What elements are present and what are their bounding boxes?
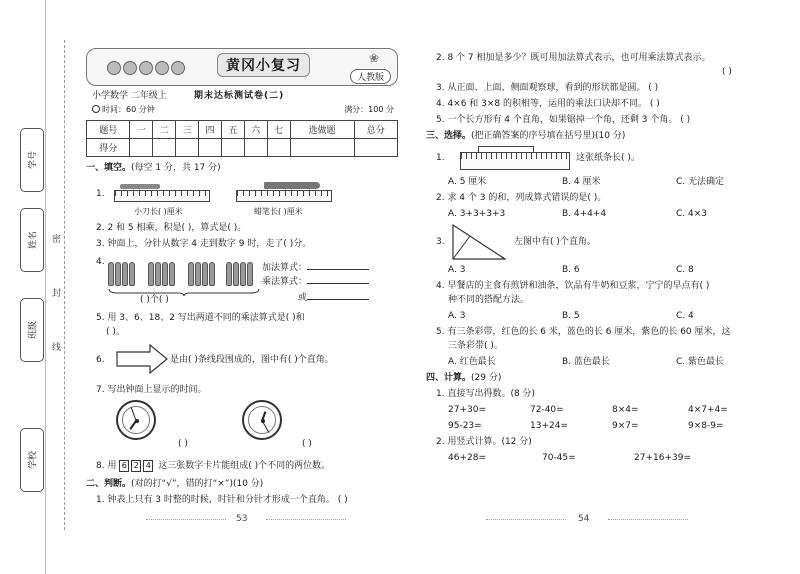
score-cell: 二 bbox=[153, 121, 176, 139]
page-number-right: 54 bbox=[578, 514, 590, 524]
section3-heading bbox=[426, 130, 625, 142]
q7-text: 7. 写出钟面上显示的时间。 bbox=[96, 385, 207, 395]
choice-q4-line1: 4. 早餐店的主食有煎饼和油条，饮品有牛奶和豆浆，宁宁的早点有( ) bbox=[436, 281, 710, 291]
corn-group-icon bbox=[188, 262, 220, 288]
score-input-cell[interactable] bbox=[130, 139, 153, 157]
choice-q3-number: 3. bbox=[436, 237, 445, 247]
q8-line bbox=[96, 460, 330, 472]
brace-icon bbox=[108, 288, 260, 296]
judge-q4: 4. 4×6 和 3×8 的积相等，运用的乘法口诀却不同。 ( ) bbox=[436, 99, 660, 109]
choice-option[interactable]: C. 4×3 bbox=[676, 209, 707, 219]
choice-option[interactable]: C. 无法确定 bbox=[676, 177, 725, 187]
q3-text: 3. 钟面上，分针从数字 4 走到数字 9 时，走了( )分。 bbox=[96, 239, 312, 249]
children-illustration bbox=[107, 55, 187, 81]
section-title: 二、判断。 bbox=[86, 479, 132, 489]
number-card: 6 bbox=[119, 460, 129, 472]
score-cell: 题号 bbox=[87, 121, 130, 139]
time-limit: 时间：60 分钟 bbox=[102, 105, 155, 114]
q4-multiplication-text: 乘法算式： bbox=[262, 277, 308, 287]
footer-dots bbox=[146, 519, 226, 520]
name-label: 姓名 bbox=[28, 230, 39, 250]
score-cell: 一 bbox=[130, 121, 153, 139]
score-input-cell[interactable] bbox=[244, 139, 267, 157]
q4-addition-text: 加法算式： bbox=[262, 263, 308, 273]
calc-item[interactable]: 8×4= bbox=[612, 405, 639, 415]
section-note: (把正确答案的序号填在括号里)(10 分) bbox=[471, 131, 626, 141]
vertical-calc-item[interactable]: 46+28= bbox=[448, 453, 486, 463]
ruler-icon bbox=[114, 190, 210, 202]
choice-option[interactable]: B. 蓝色最长 bbox=[562, 357, 610, 367]
q4-count-text: ( )个( ) bbox=[140, 295, 169, 305]
section-note: (每空 1 分，共 17 分) bbox=[131, 163, 221, 173]
score-table-header-row bbox=[87, 121, 398, 139]
calc-item[interactable]: 9×8-9= bbox=[688, 421, 724, 431]
corn-group-icon bbox=[148, 262, 180, 288]
calc-q1-text: 1. 直接写出得数。(8 分) bbox=[436, 389, 536, 399]
score-cell: 三 bbox=[176, 121, 199, 139]
choice-q4-line2: 种不同的搭配方法。 bbox=[448, 295, 530, 305]
q1-knife-text: 小刀长( )厘米 bbox=[134, 207, 183, 216]
score-cell: 四 bbox=[199, 121, 222, 139]
q8-prefix: 8. 用 bbox=[96, 461, 117, 471]
judge-q5: 5. 一个长方形有 4 个直角，如果锯掉一个角，还剩 3 个角。 ( ) bbox=[436, 115, 691, 125]
q4-addition-label bbox=[262, 262, 369, 274]
q1-crayon-text: 蜡笔长( )厘米 bbox=[254, 207, 303, 216]
score-input-cell[interactable] bbox=[354, 139, 397, 157]
score-cell: 六 bbox=[244, 121, 267, 139]
score-cell: 五 bbox=[221, 121, 244, 139]
corn-group-icon bbox=[108, 262, 140, 288]
clock-face-icon bbox=[116, 400, 156, 440]
seal-char-mi: 密 bbox=[52, 235, 62, 245]
score-cell: 总分 bbox=[354, 121, 397, 139]
class-label: 班级 bbox=[28, 320, 39, 340]
q4-multiplication-label bbox=[262, 276, 369, 288]
score-input-cell[interactable] bbox=[221, 139, 244, 157]
q1-number: 1. bbox=[96, 189, 105, 199]
choice-option[interactable]: B. 6 bbox=[562, 265, 580, 275]
q6-number: 6. bbox=[96, 355, 105, 365]
name-box[interactable] bbox=[20, 208, 44, 272]
corn-group-icon bbox=[226, 262, 258, 288]
choice-option[interactable]: B. 4+4+4 bbox=[562, 209, 607, 219]
score-input-cell[interactable] bbox=[290, 139, 354, 157]
score-table-score-row bbox=[87, 139, 398, 157]
choice-q1-text: 这张纸条长( )。 bbox=[576, 153, 640, 163]
choice-option[interactable]: A. 3+3+3+3 bbox=[448, 209, 506, 219]
calc-item[interactable]: 72-40= bbox=[530, 405, 564, 415]
clock-icon bbox=[92, 105, 100, 113]
choice-option[interactable]: B. 4 厘米 bbox=[562, 177, 601, 187]
page-number-left: 53 bbox=[236, 514, 248, 524]
choice-option[interactable]: C. 紫色最长 bbox=[676, 357, 725, 367]
judge-q2-answer[interactable]: ( ) bbox=[722, 67, 732, 77]
calc-item[interactable]: 4×7+4= bbox=[688, 405, 728, 415]
judge-q3: 3. 从正面、上面、侧面观察球，看到的形状都是圆。 ( ) bbox=[436, 83, 659, 93]
score-input-cell[interactable] bbox=[153, 139, 176, 157]
q8-suffix: 这三张数字卡片能组成( )个不同的两位数。 bbox=[158, 461, 331, 471]
choice-option[interactable]: A. 3 bbox=[448, 311, 466, 321]
alt-answer-line[interactable] bbox=[307, 299, 369, 300]
full-score: 满分：100 分 bbox=[344, 105, 394, 114]
choice-option[interactable]: C. 8 bbox=[676, 265, 694, 275]
ruler-icon bbox=[460, 152, 570, 170]
school-label: 学校 bbox=[28, 450, 39, 470]
arrow-shape-icon bbox=[116, 344, 168, 374]
class-box[interactable] bbox=[20, 298, 44, 362]
choice-option[interactable]: A. 红色最长 bbox=[448, 357, 496, 367]
score-input-cell[interactable] bbox=[199, 139, 222, 157]
score-input-cell[interactable] bbox=[176, 139, 199, 157]
calc-item[interactable]: 27+30= bbox=[448, 405, 486, 415]
seal-char-feng: 封 bbox=[52, 289, 62, 299]
score-cell: 得分 bbox=[87, 139, 130, 157]
crayon-illustration bbox=[264, 182, 320, 189]
footer-dots bbox=[608, 519, 688, 520]
footer-dots bbox=[486, 519, 566, 520]
exam-title: 期末达标测试卷(二) bbox=[194, 91, 285, 101]
number-card: 4 bbox=[143, 460, 153, 472]
section-note: (对的打“√”，错的打“×”)(10 分) bbox=[131, 479, 264, 489]
section-title: 三、选择。 bbox=[426, 131, 472, 141]
school-box[interactable] bbox=[20, 428, 44, 492]
choice-q5-line1: 5. 有三条彩带，红色的长 6 米，蓝色的长 6 厘米，紫色的长 60 厘米，这 bbox=[436, 327, 731, 337]
calc-item[interactable]: 9×7= bbox=[612, 421, 639, 431]
score-cell: 七 bbox=[267, 121, 290, 139]
addition-answer-line[interactable] bbox=[307, 269, 369, 270]
clock-face-icon bbox=[242, 400, 282, 440]
binding-strip bbox=[0, 0, 78, 574]
triangle-shape-icon bbox=[452, 224, 506, 260]
vertical-calc-item[interactable]: 27+16+39= bbox=[634, 453, 691, 463]
q7-answer-2[interactable]: ( ) bbox=[302, 439, 312, 449]
score-input-cell[interactable] bbox=[267, 139, 290, 157]
q4-or-text: 或 bbox=[298, 293, 308, 303]
section4-heading bbox=[426, 372, 501, 384]
knife-illustration bbox=[120, 184, 160, 189]
choice-option[interactable]: C. 4 bbox=[676, 311, 694, 321]
subject-label: 小学数学 二年级上 bbox=[92, 91, 167, 101]
ruler-icon bbox=[236, 190, 332, 202]
q7-answer-1[interactable]: ( ) bbox=[178, 439, 188, 449]
choice-option[interactable]: A. 3 bbox=[448, 265, 466, 275]
seal-line bbox=[64, 40, 65, 530]
calc-q2-text: 2. 用竖式计算。(12 分) bbox=[436, 437, 532, 447]
section2-heading bbox=[86, 478, 263, 490]
edition-badge: 人教版 bbox=[350, 69, 391, 84]
q4-number: 4. bbox=[96, 257, 105, 267]
multiplication-answer-line[interactable] bbox=[307, 283, 369, 284]
seal-char-xian: 线 bbox=[52, 343, 62, 353]
q5-text-line2: ( )。 bbox=[106, 327, 125, 337]
choice-q1-number: 1. bbox=[436, 153, 445, 163]
footer-dots bbox=[266, 519, 346, 520]
balloon-icon: ❀ bbox=[368, 51, 379, 65]
section1-heading bbox=[86, 162, 221, 174]
q4-or-label bbox=[298, 292, 369, 304]
score-table bbox=[86, 120, 398, 157]
number-card: 2 bbox=[131, 460, 141, 472]
score-cell: 选做题 bbox=[290, 121, 354, 139]
choice-q3-text: 左图中有( )个直角。 bbox=[514, 237, 596, 247]
judge-q1: 1. 钟表上只有 3 时整的时候，时针和分针才形成一个直角。 ( ) bbox=[96, 495, 348, 505]
brand-logo: 黄冈小复习 bbox=[217, 53, 310, 77]
header-band bbox=[86, 48, 398, 86]
choice-q2-text: 2. 求 4 个 3 的和，列成算式错误的是( )。 bbox=[436, 193, 607, 203]
choice-option[interactable]: A. 5 厘米 bbox=[448, 177, 487, 187]
choice-q5-line2: 三条彩带( )。 bbox=[448, 341, 503, 351]
section-title: 四、计算。 bbox=[426, 373, 472, 383]
student-id-box[interactable] bbox=[20, 128, 44, 192]
section-title: 一、填空。 bbox=[86, 163, 132, 173]
judge-q2-line1: 2. 8 个 7 相加是多少？既可用加法算式表示，也可用乘法算式表示。 bbox=[436, 53, 711, 63]
q2-text: 2. 2 和 5 相乘，积是( )，算式是( )。 bbox=[96, 223, 247, 233]
calc-item[interactable]: 13+24= bbox=[530, 421, 568, 431]
q5-text-line1: 5. 用 3、6、18、2 写出两道不同的乘法算式是( )和 bbox=[96, 313, 305, 323]
choice-option[interactable]: B. 5 bbox=[562, 311, 580, 321]
calc-item[interactable]: 95-23= bbox=[448, 421, 482, 431]
student-id-label: 学号 bbox=[28, 150, 39, 170]
q6-text: 是由( )条线段围成的，图中有( )个直角。 bbox=[170, 355, 334, 365]
section-note: (29 分) bbox=[471, 373, 502, 383]
vertical-calc-item[interactable]: 70-45= bbox=[542, 453, 576, 463]
